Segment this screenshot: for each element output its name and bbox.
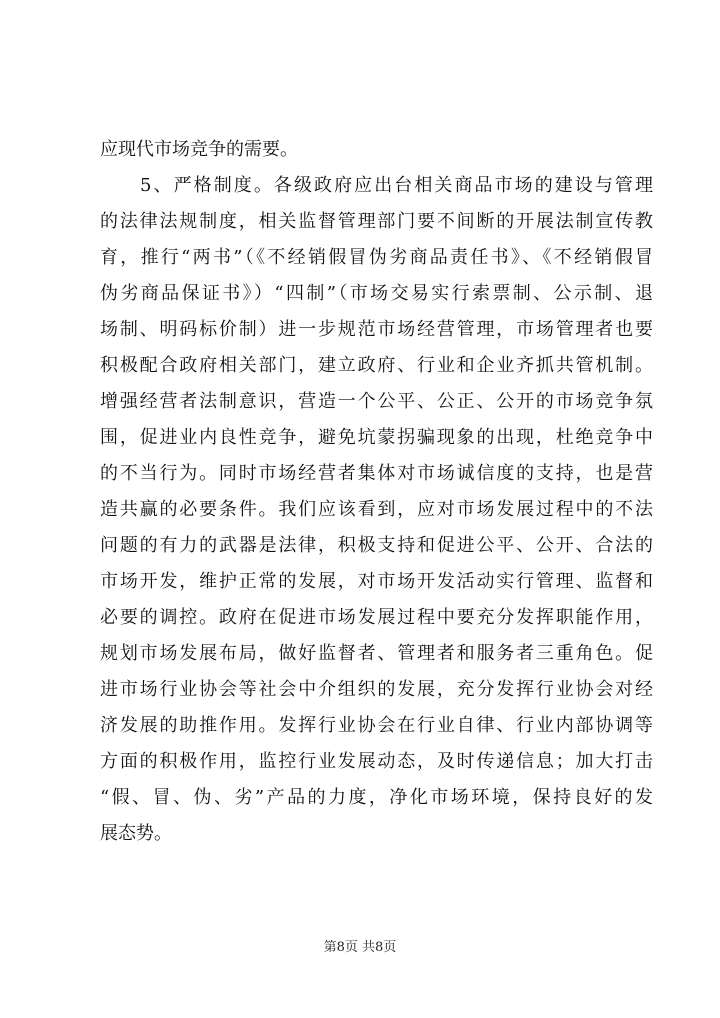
paragraph-heading-line: 5、严格制度。各级政府应出台相关商品市场的建设与管理	[140, 175, 653, 196]
text-line: 伪劣商品保证书》）“四制”（市场交易实行索票制、公示制、退	[100, 283, 653, 304]
text-line: 场制、明码标价制）进一步规范市场经营管理，市场管理者也要	[100, 319, 653, 340]
text-line: 积极配合政府相关部门，建立政府、行业和企业齐抓共管机制。	[100, 355, 653, 376]
text-line: 育，推行“两书”（《不经销假冒伪劣商品责任书》、《不经销假冒	[100, 247, 653, 268]
text-line: 进市场行业协会等社会中介组织的发展，充分发挥行业协会对经	[100, 679, 653, 700]
page-number-footer: 第8页 共8页	[323, 940, 397, 955]
text-line: 围，促进业内良性竞争，避免坑蒙拐骗现象的出现，杜绝竞争中	[100, 427, 653, 448]
text-line: 方面的积极作用，监控行业发展动态，及时传递信息；加大打击	[100, 751, 653, 772]
document-body	[100, 132, 653, 852]
text-line: 问题的有力的武器是法律，积极支持和促进公平、公开、合法的	[100, 535, 653, 556]
text-line: 规划市场发展布局，做好监督者、管理者和服务者三重角色。促	[100, 643, 653, 664]
text-line: 市场开发，维护正常的发展，对市场开发活动实行管理、监督和	[100, 571, 653, 592]
text-line: 应现代市场竞争的需要。	[100, 139, 298, 160]
text-line: 必要的调控。政府在促进市场发展过程中要充分发挥职能作用，	[100, 607, 653, 628]
text-line: 增强经营者法制意识，营造一个公平、公正、公开的市场竞争氛	[100, 391, 653, 412]
text-line: “假、冒、伪、劣”产品的力度，净化市场环境，保持良好的发	[100, 787, 653, 808]
text-line: 造共赢的必要条件。我们应该看到，应对市场发展过程中的不法	[100, 499, 653, 520]
text-line: 展态势。	[100, 823, 172, 844]
text-line: 的法律法规制度，相关监督管理部门要不间断的开展法制宣传教	[100, 211, 653, 232]
text-line: 的不当行为。同时市场经营者集体对市场诚信度的支持，也是营	[100, 463, 653, 484]
text-line: 济发展的助推作用。发挥行业协会在行业自律、行业内部协调等	[100, 715, 653, 736]
